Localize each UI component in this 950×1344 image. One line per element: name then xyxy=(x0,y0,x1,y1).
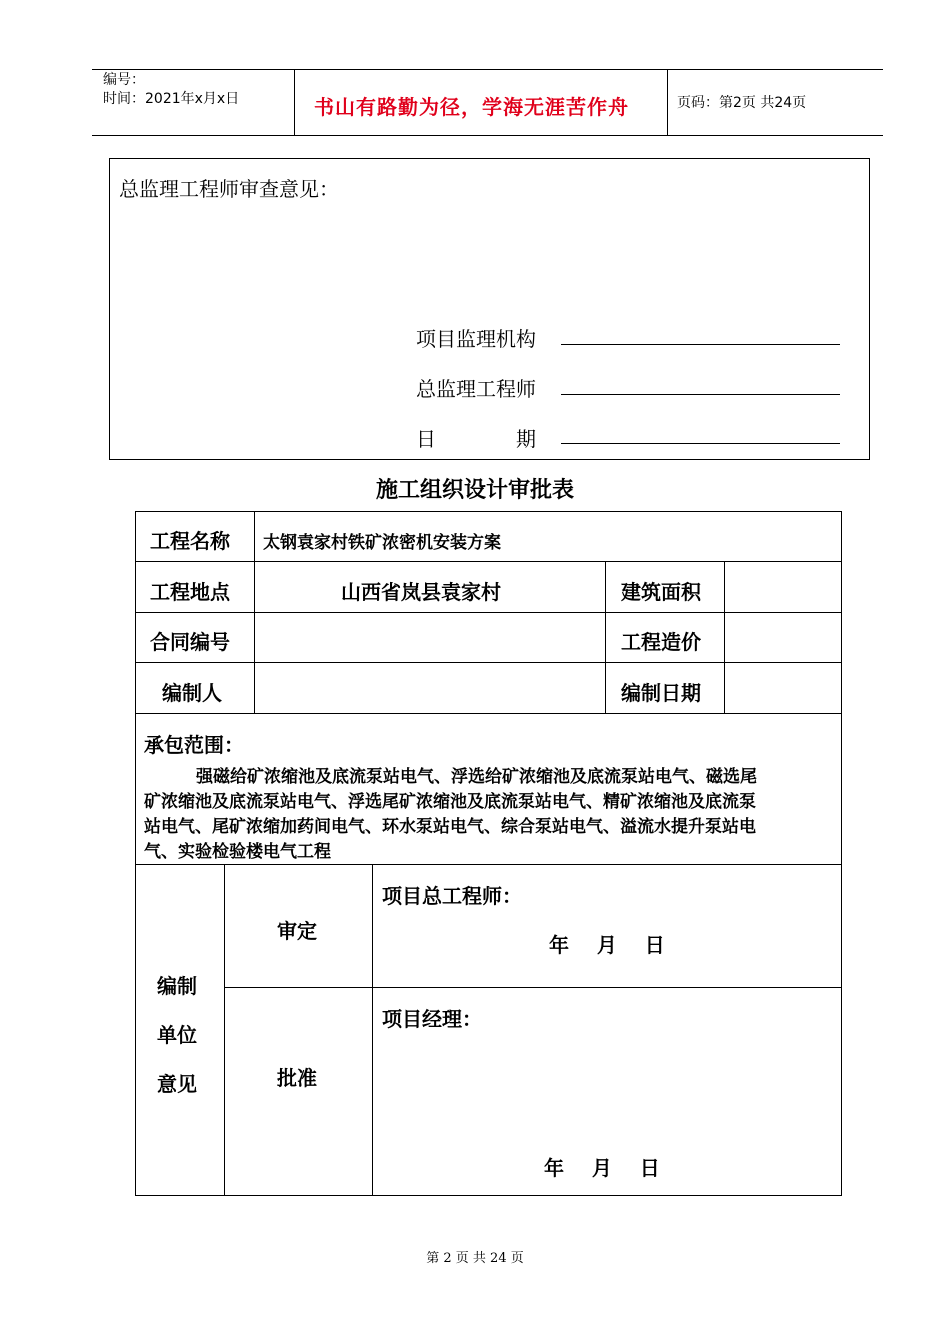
table-rule xyxy=(135,662,842,663)
review-date-label-b: 期 xyxy=(516,427,536,451)
chief-supervisor-label: 总监理工程师 xyxy=(416,377,536,401)
project-name-value[interactable]: 太钢袁家村铁矿浓密机安装方案 xyxy=(263,533,501,553)
table-rule xyxy=(841,511,842,1196)
approval-table xyxy=(135,511,842,1196)
scope-line: 强磁给矿浓缩池及底流泵站电气、浮选给矿浓缩池及底流泵站电气、磁选尾 xyxy=(196,767,757,787)
header-divider xyxy=(667,69,668,136)
form-title: 施工组织设计审批表 xyxy=(375,477,574,503)
page-footer: 第 2 页 共 24 页 xyxy=(426,1251,524,1266)
project-name-label: 工程名称 xyxy=(150,529,230,553)
unit-opinion-label: 编制 xyxy=(157,974,197,998)
table-rule xyxy=(224,864,225,1195)
table-rule xyxy=(605,561,606,713)
table-rule xyxy=(135,612,842,613)
header-motto: 书山有路勤为径，学海无涯苦作舟 xyxy=(314,95,629,119)
review-label: 审定 xyxy=(277,919,317,943)
project-location-value[interactable]: 山西省岚县袁家村 xyxy=(341,580,501,604)
project-location-label: 工程地点 xyxy=(150,580,230,604)
scope-line: 气、实验检验楼电气工程 xyxy=(144,842,331,862)
chief-engineer-label: 项目总工程师： xyxy=(382,884,522,908)
author-label: 编制人 xyxy=(162,681,222,705)
header-divider xyxy=(294,69,295,136)
table-rule xyxy=(372,864,373,1195)
contract-number-label: 合同编号 xyxy=(150,630,230,654)
review-date-label-a: 日 xyxy=(416,427,436,451)
review-title: 总监理工程师审查意见： xyxy=(119,177,339,201)
project-cost-label: 工程造价 xyxy=(621,630,701,654)
table-rule xyxy=(135,511,842,512)
compile-date-label: 编制日期 xyxy=(621,681,701,705)
supervision-org-line[interactable] xyxy=(561,344,840,345)
header-number-label: 编号： xyxy=(103,72,145,88)
approve-label: 批准 xyxy=(277,1066,317,1090)
header-time-label: 时间：2021年x月x日 xyxy=(103,91,240,107)
chief-supervisor-line[interactable] xyxy=(561,394,840,395)
table-rule xyxy=(254,511,255,713)
building-area-label: 建筑面积 xyxy=(621,580,701,604)
review-date[interactable]: 年 月 日 xyxy=(549,933,665,957)
scope-line: 矿浓缩池及底流泵站电气、浮选尾矿浓缩池及底流泵站电气、精矿浓缩池及底流泵 xyxy=(144,792,756,812)
supervisor-review-box xyxy=(109,158,870,460)
header-bottom-rule xyxy=(92,135,883,136)
table-rule xyxy=(135,1195,842,1196)
supervision-org-label: 项目监理机构 xyxy=(416,327,536,351)
unit-opinion-label: 意见 xyxy=(157,1072,197,1096)
review-date-line[interactable] xyxy=(561,443,840,444)
header-page-info: 页码：第2页 共24页 xyxy=(677,95,807,111)
unit-opinion-label: 单位 xyxy=(157,1023,197,1047)
table-rule xyxy=(224,987,842,988)
table-rule xyxy=(135,561,842,562)
table-rule xyxy=(135,713,842,714)
approve-date[interactable]: 年 月 日 xyxy=(544,1156,660,1180)
header-top-rule xyxy=(92,69,883,70)
table-rule xyxy=(724,561,725,713)
project-manager-label: 项目经理： xyxy=(382,1007,482,1031)
table-rule xyxy=(135,511,136,1196)
scope-label: 承包范围： xyxy=(144,733,244,757)
scope-line: 站电气、尾矿浓缩加药间电气、环水泵站电气、综合泵站电气、溢流水提升泵站电 xyxy=(144,817,756,837)
